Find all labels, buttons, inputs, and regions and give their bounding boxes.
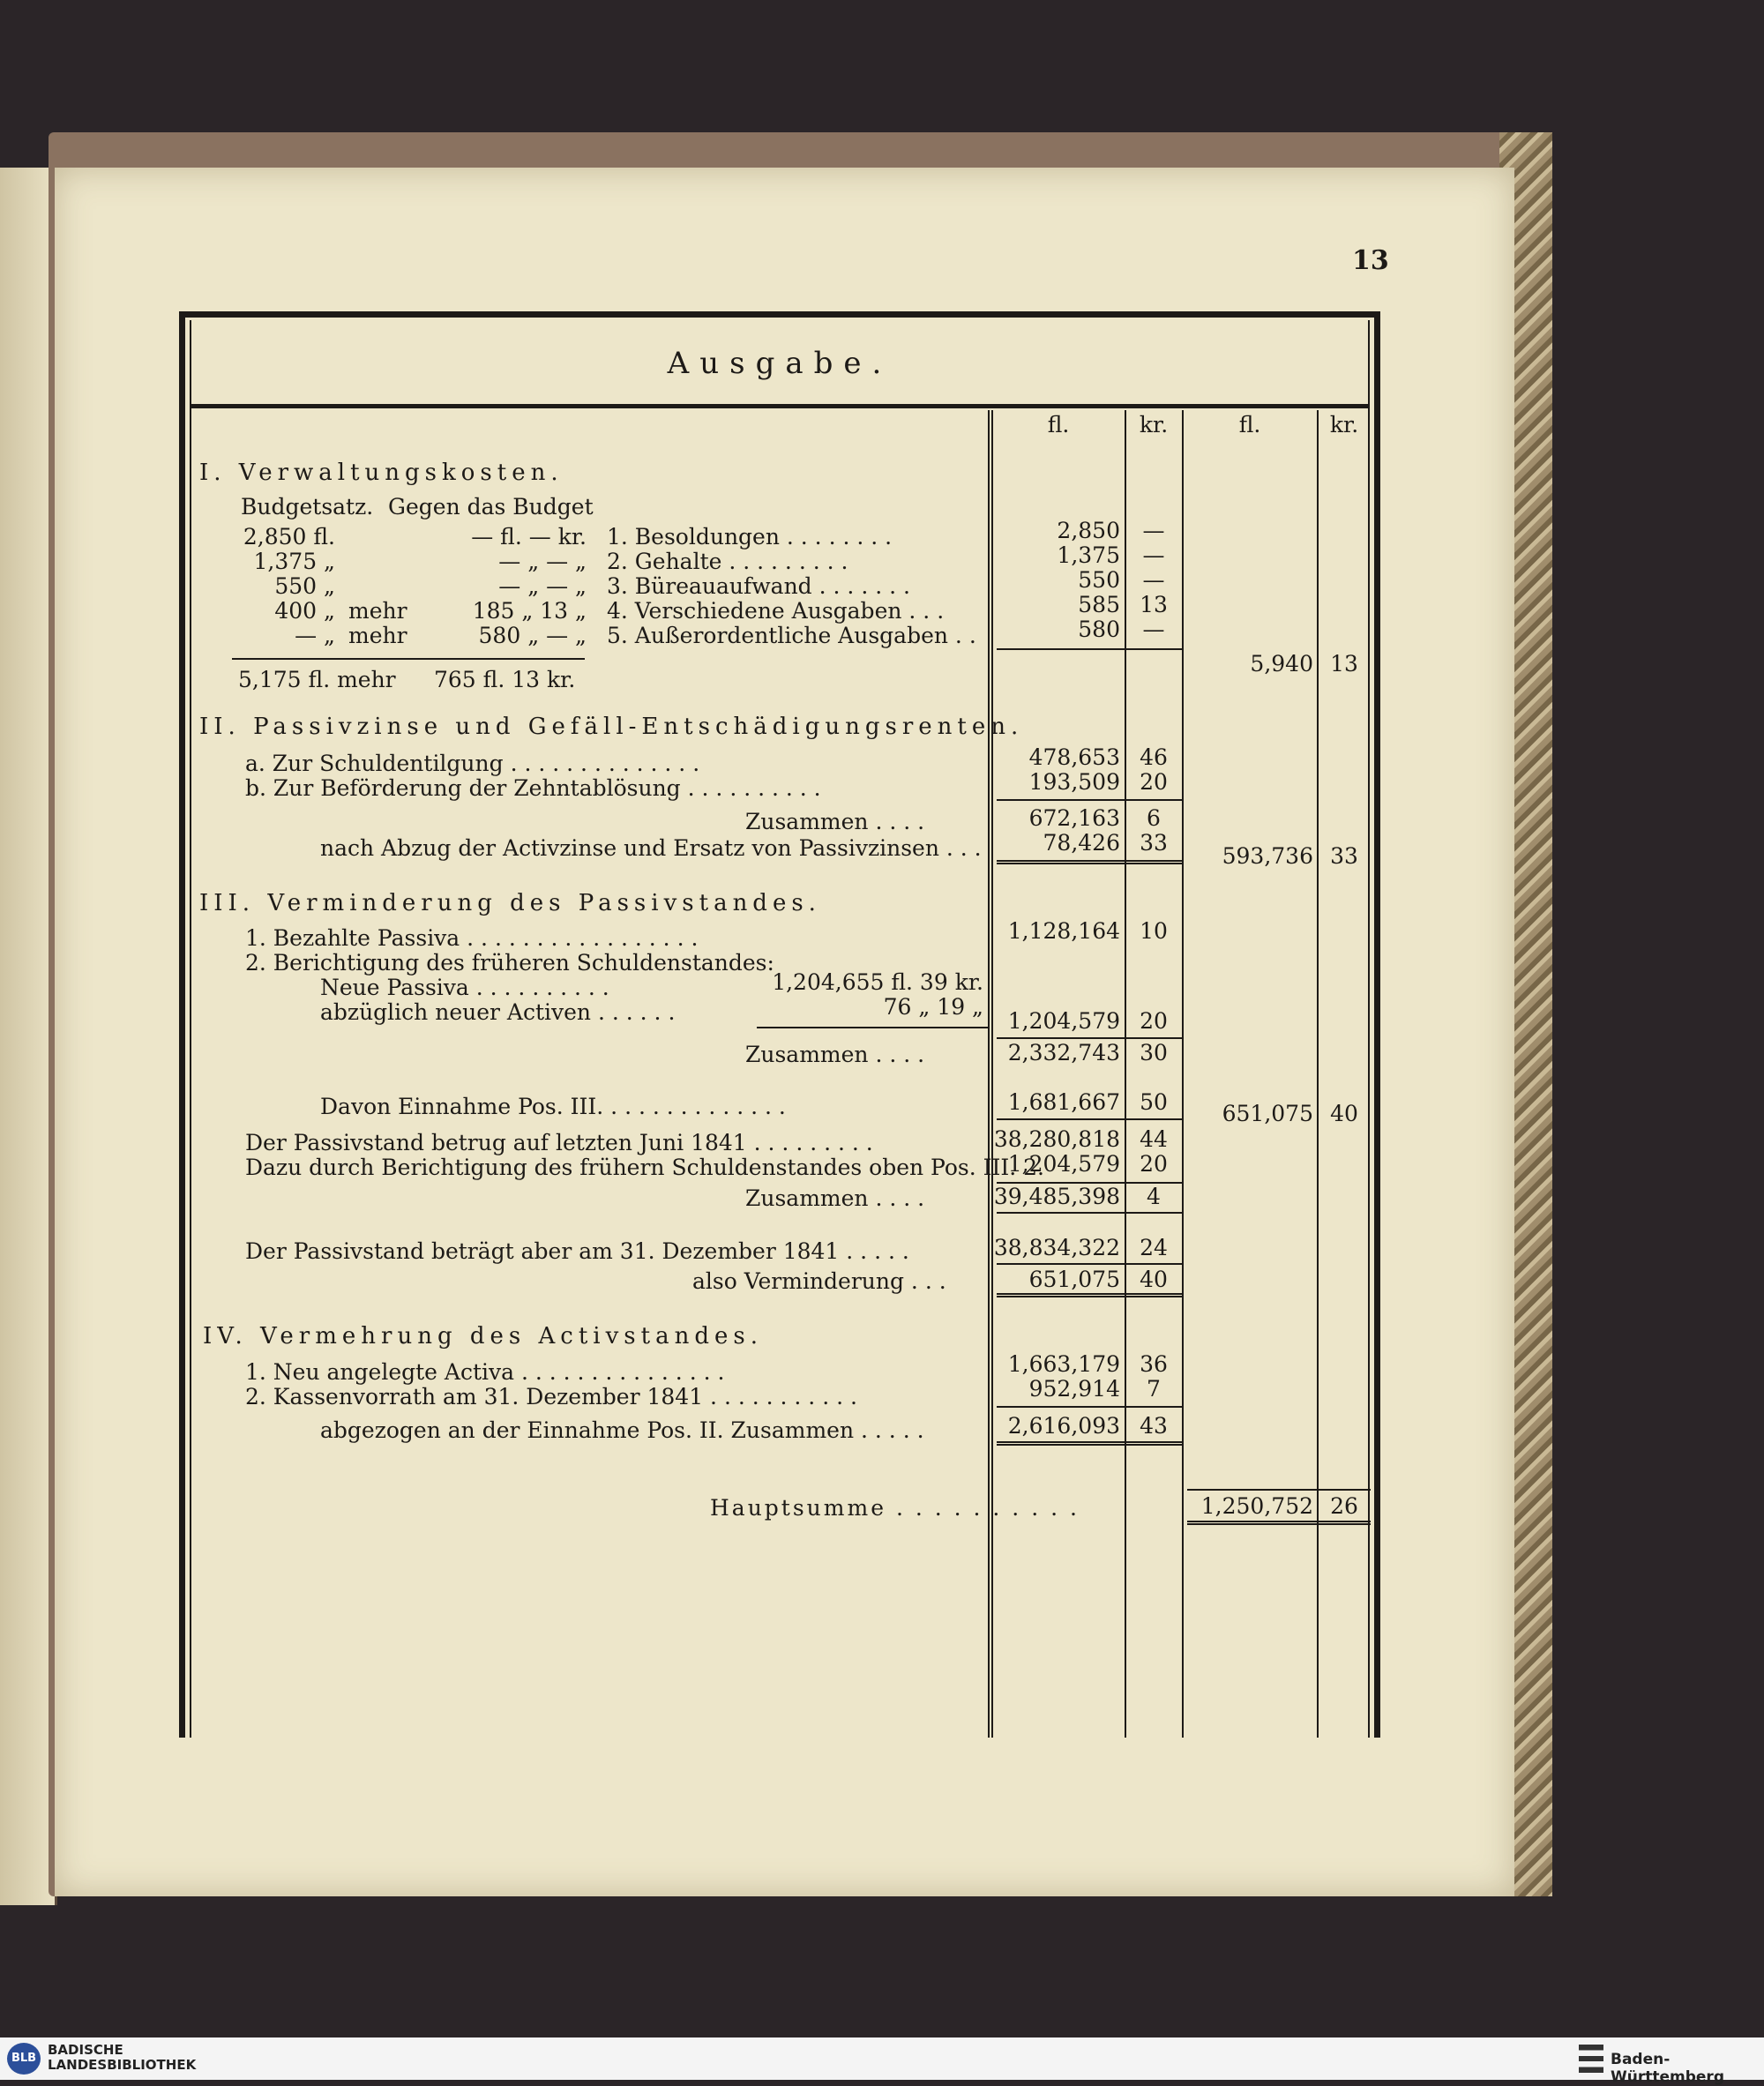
dazu-fl: 1,204,579 bbox=[1007, 1151, 1120, 1177]
section-2-row-a-label: a. Zur Schuldentilgung . . . . . . . . . . . . . . bbox=[245, 751, 700, 776]
passivstand-june-label: Der Passivstand betrug auf letzten Juni 1841 . . . . . . . . . bbox=[245, 1130, 873, 1155]
budget-column-heading: Budgetsatz. bbox=[241, 494, 374, 520]
footer-bar bbox=[0, 2037, 1764, 2086]
section-4-abgezogen-label: abgezogen an der Einnahme Pos. II. Zusammen . . . . . bbox=[320, 1417, 924, 1443]
passivstand-december-label: Der Passivstand beträgt aber am 31. Dezember 1841 . . . . . bbox=[245, 1238, 909, 1264]
table-title: Ausgabe. bbox=[667, 346, 893, 381]
section-2-row-b-fl: 193,509 bbox=[1028, 769, 1120, 795]
section-2-sum-fl: 672,163 bbox=[1028, 805, 1120, 831]
sub-calc-rule bbox=[757, 1027, 988, 1028]
budget-value: 400 „ bbox=[274, 598, 335, 624]
section-4-row-1-label: 1. Neu angelegte Activa . . . . . . . . . . . . . . . bbox=[245, 1359, 725, 1385]
section-4-row-1-kr: 36 bbox=[1140, 1351, 1168, 1377]
state-name[interactable]: Baden-Württemberg bbox=[1611, 2051, 1724, 2086]
section-3-sum2-under-rule bbox=[997, 1212, 1182, 1214]
kr-value: — bbox=[1142, 567, 1165, 593]
section-4-heading: IV. Vermehrung des Activstandes. bbox=[203, 1323, 763, 1350]
row-label: 4. Verschiedene Ausgaben . . . bbox=[607, 598, 945, 624]
hauptsumme-fl: 1,250,752 bbox=[1200, 1493, 1313, 1519]
dazu-label: Dazu durch Berichtigung des frühern Schuldenstandes oben Pos. III. 2. bbox=[245, 1155, 1044, 1180]
difference-value: 580 „ — „ bbox=[478, 623, 587, 648]
section-3-row-2-label: 2. Berichtigung des früheren Schuldenstandes: bbox=[245, 950, 774, 976]
fl-value: 550 bbox=[1078, 567, 1120, 593]
mehr-note: mehr bbox=[348, 623, 407, 648]
kr-value: — bbox=[1142, 518, 1165, 543]
budget-sum-rule bbox=[232, 658, 585, 660]
section-3-sum2-kr: 4 bbox=[1147, 1184, 1161, 1209]
passivstand-december-kr: 24 bbox=[1140, 1235, 1168, 1260]
verminderung-fl: 651,075 bbox=[1028, 1267, 1120, 1292]
row-label: 3. Büreauaufwand . . . . . . . bbox=[607, 573, 910, 599]
section-3-total-kr: 40 bbox=[1330, 1101, 1358, 1126]
section-4-double-rule bbox=[997, 1441, 1182, 1446]
fl-value: 1,375 bbox=[1057, 542, 1120, 568]
section-3-sum-rule bbox=[997, 1037, 1182, 1039]
difference-value: — „ — „ bbox=[498, 549, 587, 574]
library-name-line-1: BADISCHE bbox=[48, 2042, 123, 2058]
new-activa-amount: 76 „ 19 „ bbox=[883, 994, 983, 1020]
difference-value: — fl. — kr. bbox=[471, 524, 587, 550]
section-3-heading: III. Verminderung des Passivstandes. bbox=[199, 890, 821, 916]
budget-value: 1,375 „ bbox=[253, 549, 335, 574]
passivstand-june-kr: 44 bbox=[1140, 1126, 1168, 1152]
section-4-row-2-label: 2. Kassenvorrath am 31. Dezember 1841 . . . . . . . . . . . bbox=[245, 1384, 857, 1409]
verminderung-label: also Verminderung . . . bbox=[692, 1268, 946, 1294]
section-2-heading: II. Passivzinse und Gefäll-Entschädigungsrenten. bbox=[199, 714, 1024, 740]
budget-value: 2,850 fl. bbox=[243, 524, 335, 550]
hauptsumme-top-rule bbox=[1187, 1489, 1371, 1491]
verminderung-rule bbox=[997, 1263, 1182, 1265]
section-3-row-2-fl: 1,204,579 bbox=[1007, 1008, 1120, 1034]
difference-value: 185 „ 13 „ bbox=[472, 598, 587, 624]
section-3-sum-fl: 2,332,743 bbox=[1007, 1040, 1120, 1065]
hauptsumme-double-rule bbox=[1187, 1521, 1371, 1525]
section-4-abgezogen-kr: 43 bbox=[1140, 1413, 1168, 1439]
davon-fl: 1,681,667 bbox=[1007, 1089, 1120, 1115]
davon-rule bbox=[997, 1118, 1182, 1120]
difference-column-heading: Gegen das Budget bbox=[388, 494, 594, 520]
section-3-sum-label: Zusammen . . . . bbox=[745, 1042, 925, 1067]
state-lions-icon bbox=[1579, 2045, 1603, 2073]
section-3-row-2-kr: 20 bbox=[1140, 1008, 1168, 1034]
difference-total: 765 fl. 13 kr. bbox=[434, 667, 576, 692]
header-fl-2: fl. bbox=[1238, 412, 1261, 437]
section-2-row-b-label: b. Zur Beförderung der Zehntablösung . . . . . . . . . . bbox=[245, 775, 821, 801]
section-3-sum2-fl: 39,485,398 bbox=[993, 1184, 1120, 1209]
column-rule-kr2 bbox=[1317, 410, 1319, 1738]
verminderung-kr: 40 bbox=[1140, 1267, 1168, 1292]
fl-value: 580 bbox=[1078, 617, 1120, 642]
blb-logo-icon[interactable]: BLB bbox=[7, 2043, 41, 2075]
header-kr-1: kr. bbox=[1139, 412, 1169, 437]
section-1-heading: I. Verwaltungskosten. bbox=[199, 460, 564, 486]
fl-value: 585 bbox=[1078, 592, 1120, 617]
section-2-sum-label: Zusammen . . . . bbox=[745, 809, 925, 834]
section-4-abgezogen-fl: 2,616,093 bbox=[1007, 1413, 1120, 1439]
budget-value: — „ bbox=[295, 623, 335, 648]
page-number: 13 bbox=[1352, 245, 1389, 276]
section-2-double-rule bbox=[997, 860, 1182, 864]
kr-value: — bbox=[1142, 542, 1165, 568]
section-2-deduction-fl: 78,426 bbox=[1043, 830, 1120, 856]
difference-value: — „ — „ bbox=[498, 573, 587, 599]
section-3-row-1-label: 1. Bezahlte Passiva . . . . . . . . . . . . . . . . . bbox=[245, 925, 699, 951]
mehr-note: mehr bbox=[348, 598, 407, 624]
section-2-row-a-kr: 46 bbox=[1140, 744, 1168, 770]
new-passiva-label: Neue Passiva . . . . . . . . . . bbox=[320, 975, 609, 1000]
section-2-total-kr: 33 bbox=[1330, 843, 1358, 869]
row-label: 5. Außerordentliche Ausgaben . . bbox=[607, 623, 976, 648]
header-rule bbox=[190, 404, 1370, 408]
new-passiva-amount: 1,204,655 fl. 39 kr. bbox=[772, 969, 983, 995]
fl-value: 2,850 bbox=[1057, 518, 1120, 543]
section-2-sum-kr: 6 bbox=[1147, 805, 1161, 831]
section-4-row-2-kr: 7 bbox=[1147, 1376, 1161, 1402]
hauptsumme-label: Hauptsumme . . . . . . . . . . bbox=[710, 1495, 1080, 1521]
row-label: 1. Besoldungen . . . . . . . . bbox=[607, 524, 893, 550]
section-4-row-1-fl: 1,663,179 bbox=[1007, 1351, 1120, 1377]
section-1-total-fl: 5,940 bbox=[1250, 651, 1313, 677]
header-kr-2: kr. bbox=[1329, 412, 1359, 437]
section-4-sum-rule bbox=[997, 1406, 1182, 1408]
hauptsumme-kr: 26 bbox=[1330, 1493, 1358, 1519]
dazu-kr: 20 bbox=[1140, 1151, 1168, 1177]
new-activa-label: abzüglich neuer Activen . . . . . . bbox=[320, 999, 676, 1025]
row-label: 2. Gehalte . . . . . . . . . bbox=[607, 549, 848, 574]
library-name-line-2: LANDESBIBLIOTHEK bbox=[48, 2057, 197, 2073]
section-3-sum2-label: Zusammen . . . . bbox=[745, 1185, 925, 1211]
header-fl-1: fl. bbox=[1047, 412, 1070, 437]
section-2-row-a-fl: 478,653 bbox=[1028, 744, 1120, 770]
section-2-row-b-kr: 20 bbox=[1140, 769, 1168, 795]
section-3-row-1-fl: 1,128,164 bbox=[1007, 918, 1120, 944]
section-3-sum-kr: 30 bbox=[1140, 1040, 1168, 1065]
column-rule-fl2 bbox=[1182, 410, 1184, 1738]
kr-value: 13 bbox=[1140, 592, 1168, 617]
section-1-total-kr: 13 bbox=[1330, 651, 1358, 677]
budget-total: 5,175 fl. mehr bbox=[238, 667, 396, 692]
davon-label: Davon Einnahme Pos. III. . . . . . . . . . . . . . bbox=[320, 1094, 786, 1119]
section-3-row-1-kr: 10 bbox=[1140, 918, 1168, 944]
section-2-deduction-label: nach Abzug der Activzinse und Ersatz von Passivzinsen . . . bbox=[320, 835, 982, 861]
section-2-deduction-kr: 33 bbox=[1140, 830, 1168, 856]
kr-value: — bbox=[1142, 617, 1165, 642]
passivstand-june-fl: 38,280,818 bbox=[993, 1126, 1120, 1152]
column-rule-fl1 bbox=[988, 410, 990, 1738]
passivstand-december-fl: 38,834,322 bbox=[993, 1235, 1120, 1260]
verminderung-double-rule bbox=[997, 1293, 1182, 1297]
library-name[interactable] bbox=[48, 2043, 196, 2073]
section-4-row-2-fl: 952,914 bbox=[1028, 1376, 1120, 1402]
section-2-sum-rule bbox=[997, 799, 1182, 801]
davon-kr: 50 bbox=[1140, 1089, 1168, 1115]
budget-value: 550 „ bbox=[274, 573, 335, 599]
section-2-total-fl: 593,736 bbox=[1222, 843, 1313, 869]
section-3-total-fl: 651,075 bbox=[1222, 1101, 1313, 1126]
section-1-sum-rule bbox=[997, 648, 1182, 650]
